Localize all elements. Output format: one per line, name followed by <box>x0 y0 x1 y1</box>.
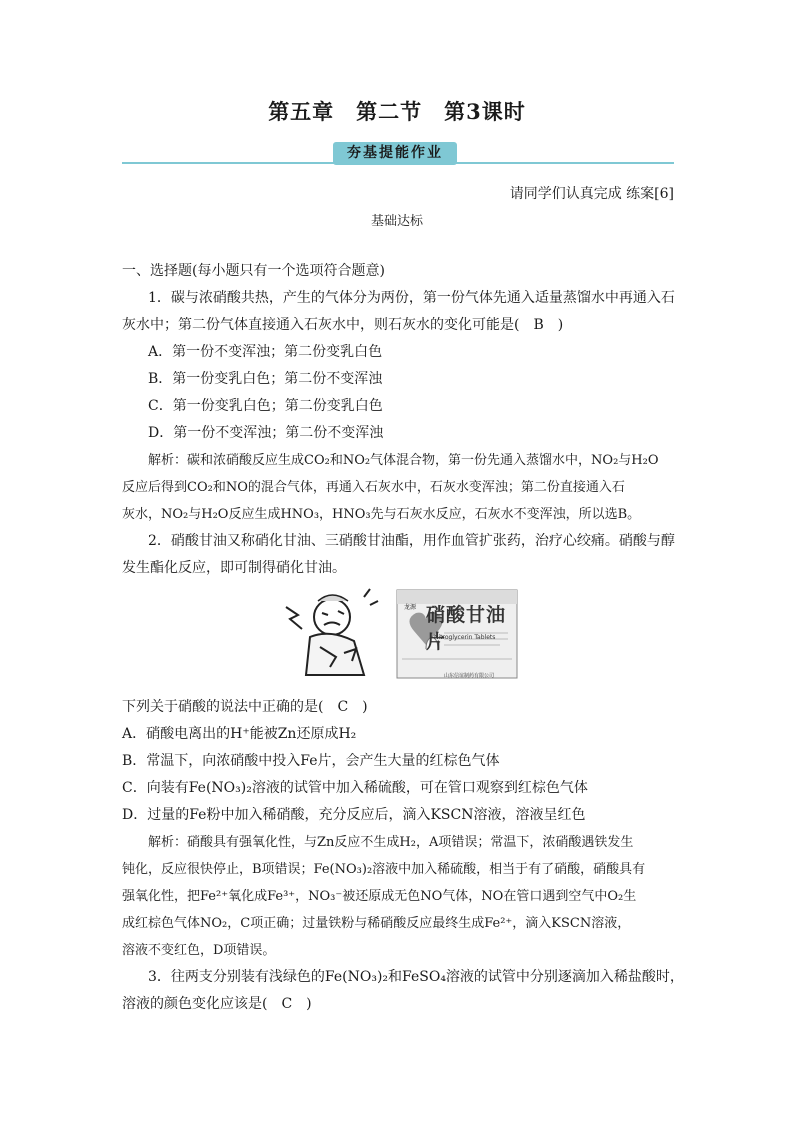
q2-stem-line1: 2．硝酸甘油又称硝化甘油、三硝酸甘油酯，用作血管扩张药，治疗心绞痛。硝酸与醇 <box>148 533 675 549</box>
assignment-note: 请同学们认真完成 练案[6] <box>509 186 674 202</box>
page-title: 第五章 第二节 第3课时 <box>268 99 526 124</box>
medicine-box <box>396 589 518 679</box>
q2-stem-line2: 发生酯化反应，即可制得硝化甘油。 <box>122 560 346 576</box>
section-label: 基础达标 <box>370 214 423 229</box>
q1-analysis-line2: 反应后得到CO₂和NO的混合气体，再通入石灰水中，石灰水变浑浊；第二份直接通入石 <box>122 480 625 495</box>
q1-option-b: B．第一份变乳白色；第二份不变浑浊 <box>148 371 383 387</box>
q1-analysis-line1: 解析：碳和浓硝酸反应生成CO₂和NO₂气体混合物，第一份先通入蒸馏水中，NO₂与H₂O <box>148 453 659 468</box>
question-type-heading: 一、选择题(每小题只有一个选项符合题意) <box>122 263 385 279</box>
medicine-maker: 山东信谊制药有限公司 <box>444 673 495 679</box>
q1-option-d: D．第一份不变浑浊；第二份不变浑浊 <box>148 425 384 441</box>
q2-option-a: A．硝酸电离出的H⁺能被Zn还原成H₂ <box>122 726 357 742</box>
medicine-en-name: Nitroglycerin Tablets <box>434 634 496 641</box>
q1-stem-line1: 1．碳与浓硝酸共热，产生的气体分为两份，第一份气体先通入适量蒸馏水中再通入石 <box>148 290 675 306</box>
q2-option-b: B．常温下，向浓硝酸中投入Fe片，会产生大量的红棕色气体 <box>122 753 500 769</box>
chest-pain-illustration <box>280 587 382 679</box>
q3-stem-line2: 溶液的颜色变化应该是( C ) <box>122 996 312 1012</box>
medicine-name: 硝酸甘油片 <box>426 604 507 653</box>
medicine-brand: 龙源 <box>404 604 417 611</box>
q2-analysis-line1: 解析：硝酸具有强氧化性，与Zn反应不生成H₂，A项错误；常温下，浓硝酸遇铁发生 <box>148 835 634 850</box>
q2-question: 下列关于硝酸的说法中正确的是( C ) <box>122 699 368 715</box>
q1-option-c: C．第一份变乳白色；第二份变乳白色 <box>148 398 383 414</box>
q2-analysis-line3: 强氧化性，把Fe²⁺氧化成Fe³⁺，NO₃⁻被还原成无色NO气体，NO在管口遇到空气中O₂生 <box>122 889 637 904</box>
question-body <box>122 258 684 1018</box>
q2-option-d: D．过量的Fe粉中加入稀硝酸，充分反应后，滴入KSCN溶液，溶液呈红色 <box>122 807 586 823</box>
q1-stem-line2: 灰水中；第二份气体直接通入石灰水中，则石灰水的变化可能是( B ) <box>122 317 564 333</box>
q2-analysis-line4: 成红棕色气体NO₂，C项正确；过量铁粉与稀硝酸反应最终生成Fe²⁺，滴入KSCN溶液， <box>122 916 631 931</box>
q3-stem-line1: 3．往两支分别装有浅绿色的Fe(NO₃)₂和FeSO₄溶液的试管中分别逐滴加入稀盐酸时， <box>148 969 684 985</box>
section-badge: 夯基提能作业 <box>333 142 457 165</box>
q2-analysis-line5: 溶液不变红色，D项错误。 <box>122 943 276 958</box>
q2-analysis-line2: 钝化，反应很快停止，B项错误；Fe(NO₃)₂溶液中加入稀硫酸，相当于有了硝酸，硝酸具有 <box>122 862 646 877</box>
q1-analysis-line3: 灰水，NO₂与H₂O反应生成HNO₃，HNO₃先与石灰水反应，石灰水不变浑浊，所以选B。 <box>122 507 641 522</box>
q2-option-c: C．向装有Fe(NO₃)₂溶液的试管中加入稀硫酸，可在管口观察到红棕色气体 <box>122 780 588 796</box>
q2-figure <box>122 587 674 682</box>
q1-option-a: A．第一份不变浑浊；第二份变乳白色 <box>148 344 383 360</box>
